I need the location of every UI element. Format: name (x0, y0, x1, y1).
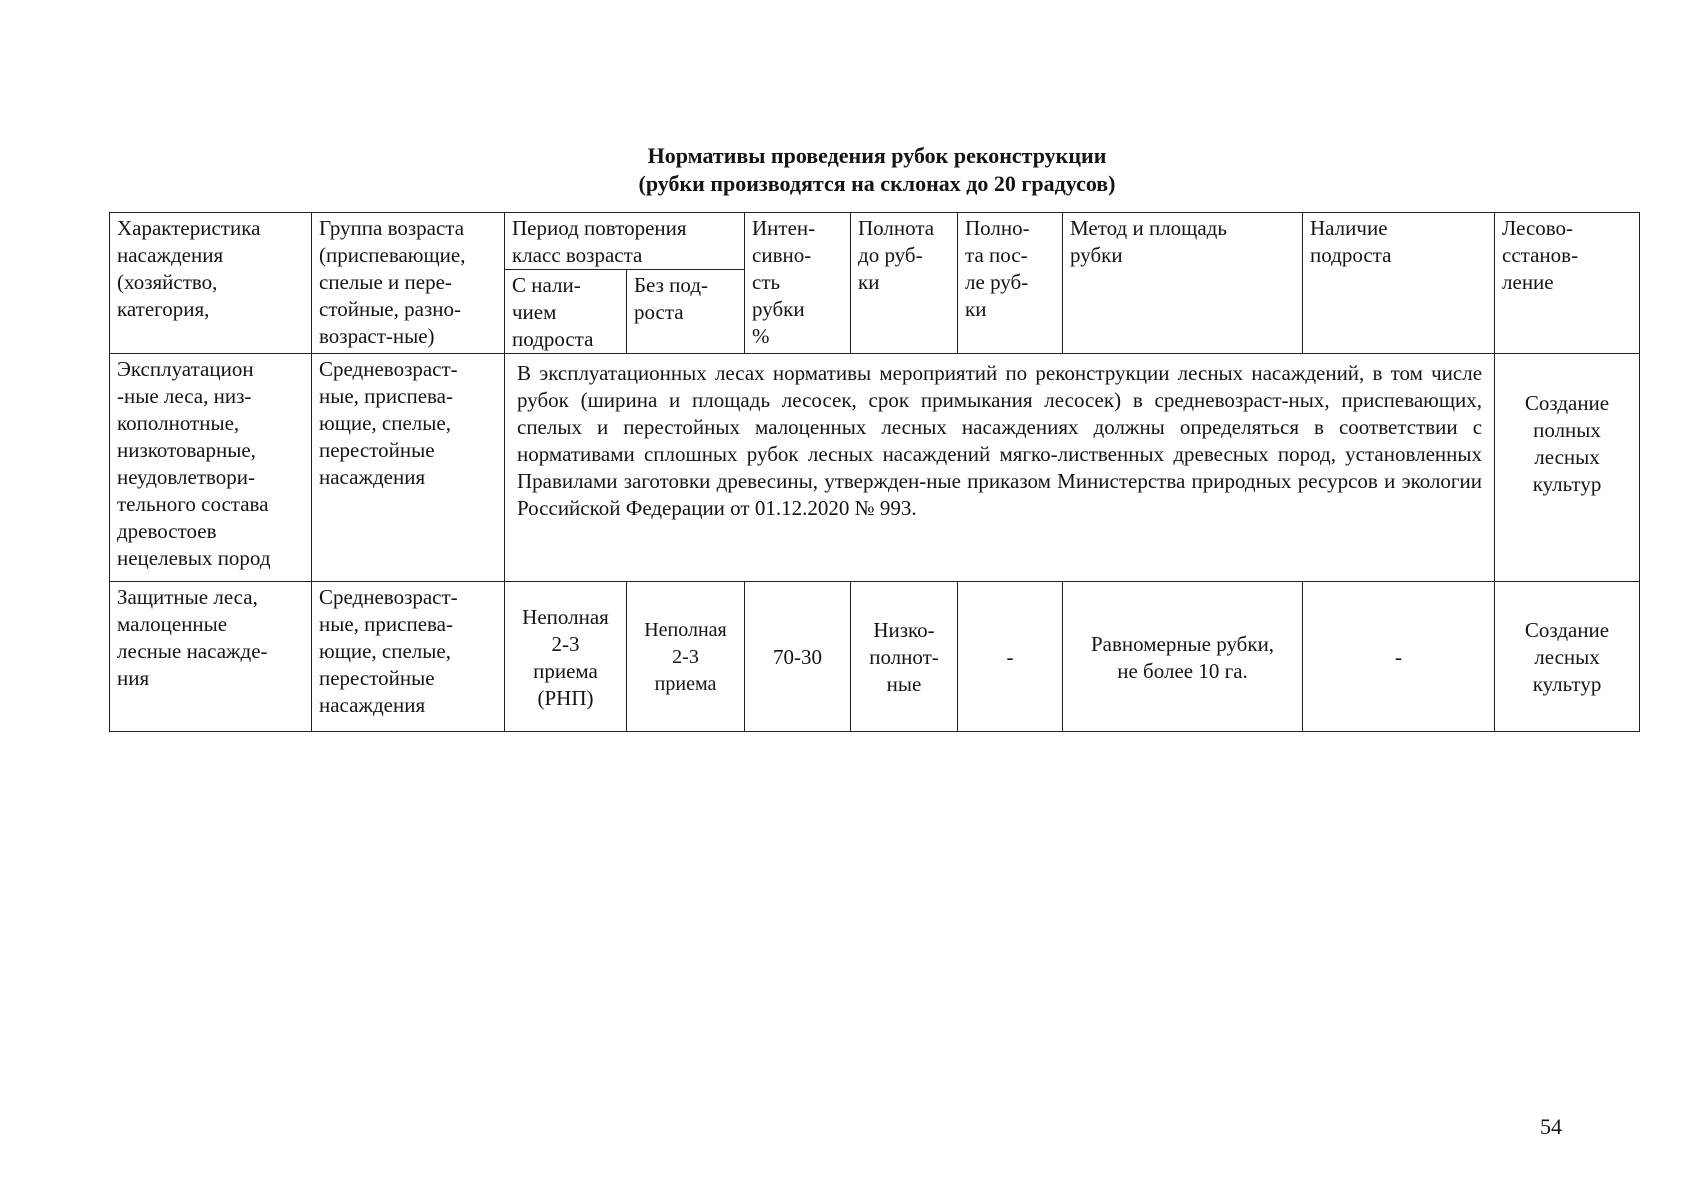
header-characteristic: Характеристика насаждения (хозяйство, категория, (110, 213, 312, 354)
header-method-area: Метод и площадь рубки (1063, 213, 1303, 354)
row-2-without-undergrowth: Неполная 2-3 приема (627, 582, 745, 732)
row-2-characteristic: Защитные леса, малоценные лесные насажде- ния (110, 582, 312, 732)
table-row (110, 354, 1640, 582)
row-2-regeneration: Создание лесных культур (1495, 582, 1640, 732)
row-2-intensity: 70-30 (745, 582, 851, 732)
norms-table (109, 212, 1640, 732)
header-intensity: Интен- сивно- сть рубки % (745, 213, 851, 354)
document-title (0, 142, 1698, 198)
header-with-undergrowth: С нали- чием подроста (505, 270, 627, 354)
row-1-characteristic: Эксплуатацион -ные леса, низ- кополнотные, низкотоварные, неудовлетвори- тельного состава древостоев нецелевых пород (110, 354, 312, 582)
row-2-density-before: Низко- полнот- ные (851, 582, 958, 732)
header-undergrowth: Наличие подроста (1303, 213, 1495, 354)
header-row-1 (110, 213, 1640, 270)
row-2-method-area: Равномерные рубки, не более 10 га. (1063, 582, 1303, 732)
row-2-age-group: Средневозраст- ные, приспева- ющие, спелые, перестойные насаждения (312, 582, 505, 732)
header-period: Период повторения класс возраста (505, 213, 745, 270)
table-row (110, 582, 1640, 732)
row-1-age-group: Средневозраст- ные, приспева- ющие, спелые, перестойные насаждения (312, 354, 505, 582)
row-1-merged-note: В эксплуатационных лесах нормативы мероприятий по реконструкции лесных насаждений, в том числе рубок (ширина и площадь лесосек, срок примыкания лесосек) в средневозраст-ных, приспевающих, спелых и перестойных малоценных лесных насаждениях должны определяться в соответствии с нормативами сплошных рубок лесных насаждений мягко-лиственных древесных пород, установленных Правилами заготовки древесины, утвержден-ные приказом Министерства природных ресурсов и экологии Российской Федерации от 01.12.2020 № 993. (505, 354, 1495, 582)
row-2-with-undergrowth: Неполная 2-3 приема (РНП) (505, 582, 627, 732)
row-2-density-after: - (958, 582, 1063, 732)
row-2-undergrowth: - (1303, 582, 1495, 732)
title-line-2: (рубки производятся на склонах до 20 градусов) (638, 171, 1116, 196)
header-regeneration: Лесово- сстанов- ление (1495, 213, 1640, 354)
page-number: 54 (1540, 1114, 1562, 1139)
row-1-regeneration: Создание полных лесных культур (1495, 354, 1640, 582)
header-age-group: Группа возраста (приспевающие, спелые и пере- стойные, разно- возраст-ные) (312, 213, 505, 354)
header-without-undergrowth: Без под- роста (627, 270, 745, 354)
header-density-after: Полно- та пос- ле руб- ки (958, 213, 1063, 354)
header-density-before: Полнота до руб- ки (851, 213, 958, 354)
title-line-1: Нормативы проведения рубок реконструкции (647, 143, 1107, 168)
